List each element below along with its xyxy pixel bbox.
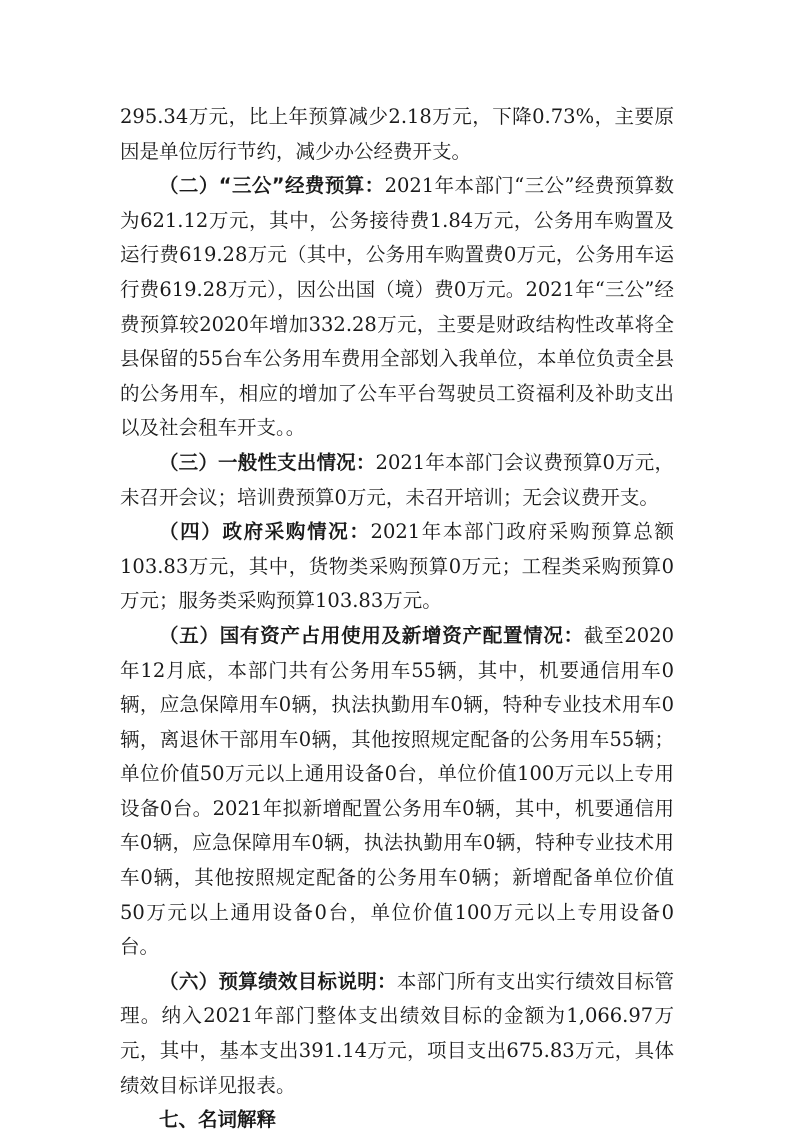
paragraph-text: 截至2020年12月底，本部门共有公务用车55辆，其中，机要通信用车0辆，应急保障用车0辆，执法执勤用车0辆，特种专业技术用车0辆，离退休干部用车0辆，其他按照规定配备的公务用车55辆；单位价值50万元以上通用设备0台，单位价值100万元以上专用设备0台。2021年拟新增配置公务用车0辆，其中，机要通信用车0辆，应急保障用车0辆，执法执勤用车0辆，特种专业技术用车0辆，其他按照规定配备的公务用车0辆；新增配备单位价值50万元以上通用设备0台，单位价值100万元以上专用设备0台。 [120,623,674,959]
section-title-glossary: 七、名词解释 [159,1108,277,1132]
paragraph-state-assets [120,619,674,965]
paragraph-heading: （六）预算绩效目标说明： [159,969,397,993]
document-body [120,100,674,1138]
paragraph-text: 295.34万元，比上年预算减少2.18万元，下降0.73%，主要原因是单位厉行节约，减少办公经费开支。 [120,105,674,163]
paragraph-heading: （二）“三公”经费预算： [159,174,385,198]
paragraph-three-public-expenses [120,169,674,446]
paragraph-text: 2021年本部门“三公”经费预算数为621.12万元，其中，公务接待费1.84万元，公务用车购置及运行费619.28万元（其中，公务用车购置费0万元，公务用车运行费619.28万元），因公出国（境）费0万元。2021年“三公”经费预算较2020年增加332.28万元，主要是财政结构性改革将全县保留的55台车公务用车费用全部划入我单位，本单位负责全县的公务用车，相应的增加了公车平台驾驶员工资福利及补助支出以及社会租车开支。。 [120,174,674,440]
paragraph-performance-goals [120,965,674,1103]
paragraph-text: 2021年本部门会议费预算0万元，未召开会议；培训费预算0万元，未召开培训；无会议费开支。 [120,450,674,509]
paragraph-heading: （四）政府采购情况： [159,520,371,544]
paragraph-general-expenditure [120,446,674,515]
paragraph-text: 本部门所有支出实行绩效目标管理。纳入2021年部门整体支出绩效目标的金额为1,066.97万元，其中，基本支出391.14万元，项目支出675.83万元，具体绩效目标详见报表。 [120,969,674,1097]
paragraph-heading: （五）国有资产占用使用及新增资产配置情况： [159,623,584,647]
paragraph-text: 2021年本部门政府采购预算总额103.83万元，其中，货物类采购预算0万元；工程类采购预算0万元；服务类采购预算103.83万元。 [120,520,674,613]
paragraph-basic-expenditure-continued [120,100,674,169]
paragraph-heading: （三）一般性支出情况： [159,450,376,474]
paragraph-government-procurement [120,515,674,619]
